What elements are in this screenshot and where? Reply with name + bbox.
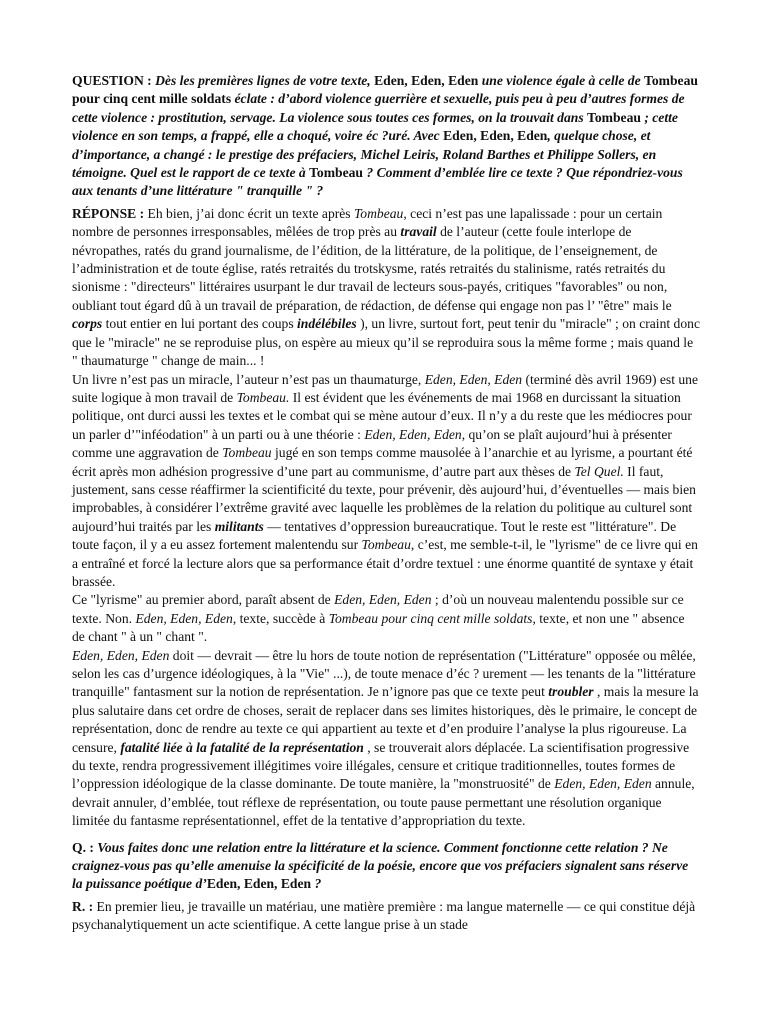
answer-paragraph: Un livre n’est pas un miracle, l’auteur n’est pas un thaumaturge, Eden, Eden, Eden (terminé dès avril 1969) est une suite logique à mon travail de Tombeau. Il est évident que les événements de mai 1968 en durcissant la situation politique, ont durci aussi les textes et le combat qui se mène autour d’eux. Il n’y a du reste que les médiocres pour un parler d’"inféodation" à un parti ou à une théorie : Eden, Eden, Eden, qu’on se plaît aujourd’hui à présenter comme une aggravation de Tombeau jugé en son temps comme mausolée à l’anarchie et au lyrisme, a pourtant été écrit après mon adhésion progressive d’une part au communisme, d’autre part aux thèses de Tel Quel. Il faut, justement, sans cesse réaffirmer la scientificité du texte, pour prévenir, dès aujourd’hui, d’éventuelles — mais bien improbables, à considérer l’extrême gravité avec laquelle les problèmes de la relation du politique au culturel sont aujourd’hui traités par les militants — tentatives d’oppression bureaucratique. Tout le reste est "littérature". De toute façon, il y a eu assez fortement malentendu sur Tombeau, c’est, me semble-t-il, le "lyrisme" de ce livre qui en a entraîné et forcé la lecture alors que sa performance était d’ordre textuel : une énorme quantité de syntaxe y était brassée. (72, 371, 699, 589)
title-tombeau: Tombeau (587, 109, 641, 125)
title-eden: Eden, Eden, Eden (206, 876, 312, 892)
question-label: QUESTION : (72, 73, 156, 88)
answer-2: R. : En premier lieu, je travaille un matériau, une matière première : ma langue maternelle — ce qui constitue déjà psychanalytiquement un acte scientifique. A cette langue prise à un stade (72, 898, 696, 933)
document-page (72, 72, 700, 935)
title-tombeau: Tombeau (309, 165, 363, 181)
answer-paragraph: Ce "lyrisme" au premier abord, paraît absent de Eden, Eden, Eden ; d’où un nouveau malentendu possible sur ce texte. Non. Eden, Eden, Eden, texte, succède à Tombeau pour cinq cent mille soldats, texte, et non une " absence de chant " à un " chant ". (72, 592, 685, 645)
title-tombeau: Tombeau pour cinq cent mille soldats (72, 73, 698, 107)
answer-label: RÉPONSE : (72, 205, 148, 221)
answer-label: R. : (72, 898, 97, 914)
question-2: Q. : Vous faites donc une relation entre la littérature et la science. Comment fonctionne cette relation ? Ne craignez-vous pas qu’elle amenuise la spécificité de la poésie, encore que vos préfaciers signalent sans réserve la puissance poétique d’Eden, Eden, Eden ? (72, 839, 689, 892)
question-1: QUESTION : Dès les premières lignes de votre texte, Eden, Eden, Eden une violence égale à celle de Tombeau pour cinq cent mille soldats éclate : d’abord violence guerrière et sexuelle, puis peu à peu d’autres formes de cette violence : prostitution, servage. La violence sous toutes ces formes, on la trouvait dans Tombeau ; cette violence en son temps, a frappé, elle a choqué, voire éc ?uré. Avec Eden, Eden, Eden, quelque chose, et d’importance, a changé : le prestige des préfaciers, Michel Leiris, Roland Barthes et Philippe Sollers, en témoigne. Quel est le rapport de ce texte à Tombeau ? Comment d’emblée lire ce texte ? Que répondriez-vous aux tenants d’une littérature " tranquille " ? (72, 73, 698, 199)
answer-paragraph: Eden, Eden, Eden doit — devrait — être lu hors de toute notion de représentation ("Littérature" opposée ou mêlée, selon les cas d’urgence idéologiques, à la "Vie" ...), de toute menace d’éc ? urement — les tenants de la "littérature tranquille" fantasment sur la notion de représentation. Je n’ignore pas que ce texte peut troubler , mais la mesure la plus salutaire dans cet ordre de choses, serait de replacer dans ses limites historiques, dès le primaire, le concept de représentation, donc de rendre au texte ce qui appartient au texte et d’en produire l’analyse la plus rigoureuse. La censure, fatalité liée à la fatalité de la représentation , se trouverait alors déplacée. La scientifisation progressive du texte, rendra progressivement illégitimes voire illégales, censure et critique traditionnelles, toutes formes de l’oppression idéologique de la classe dominante. De toute manière, la "monstruosité" de Eden, Eden, Eden annule, devrait annuler, d’emblée, tout réflexe de représentation, ou toute pause permettant une résolution organique limitée du fantasme représentationnel, effet de la tentative d’appropriation du texte. (72, 647, 699, 829)
answer-paragraph: RÉPONSE : Eh bien, j’ai donc écrit un texte après Tombeau, ceci n’est pas une lapalissade : pour un certain nombre de personnes irresponsables, mêlées de trop près au travail de l’auteur (cette foule interlope de névropathes, ratés du grand journalisme, de l’édition, de la littérature, de la politique, de l’enseignement, de l’administration et de toute église, ratés retraités du trotskysme, ratés retraités du stalinisme, ratés retraités du sionisme : "directeurs" littéraires usurpant le dur travail de lecteurs sous-payés, critiques "favorables" ou non, oubliant tout égard dû à un travail de préparation, de rédaction, de défense qui engage non pas l’ "être" mais le corps tout entier en lui portant des coups indélébiles ), un livre, surtout fort, peut tenir du "miracle" ; on craint donc que le "miracle" ne se reproduise plus, on espère au mieux qu’il se reproduira sous la même forme ; mais quand le " thaumaturge " change de main... ! (72, 205, 700, 369)
title-eden: Eden, Eden, Eden (443, 128, 548, 144)
question-label: Q. : (72, 839, 98, 855)
title-eden: Eden, Eden, Eden (374, 73, 479, 88)
answer-1 (72, 205, 700, 831)
